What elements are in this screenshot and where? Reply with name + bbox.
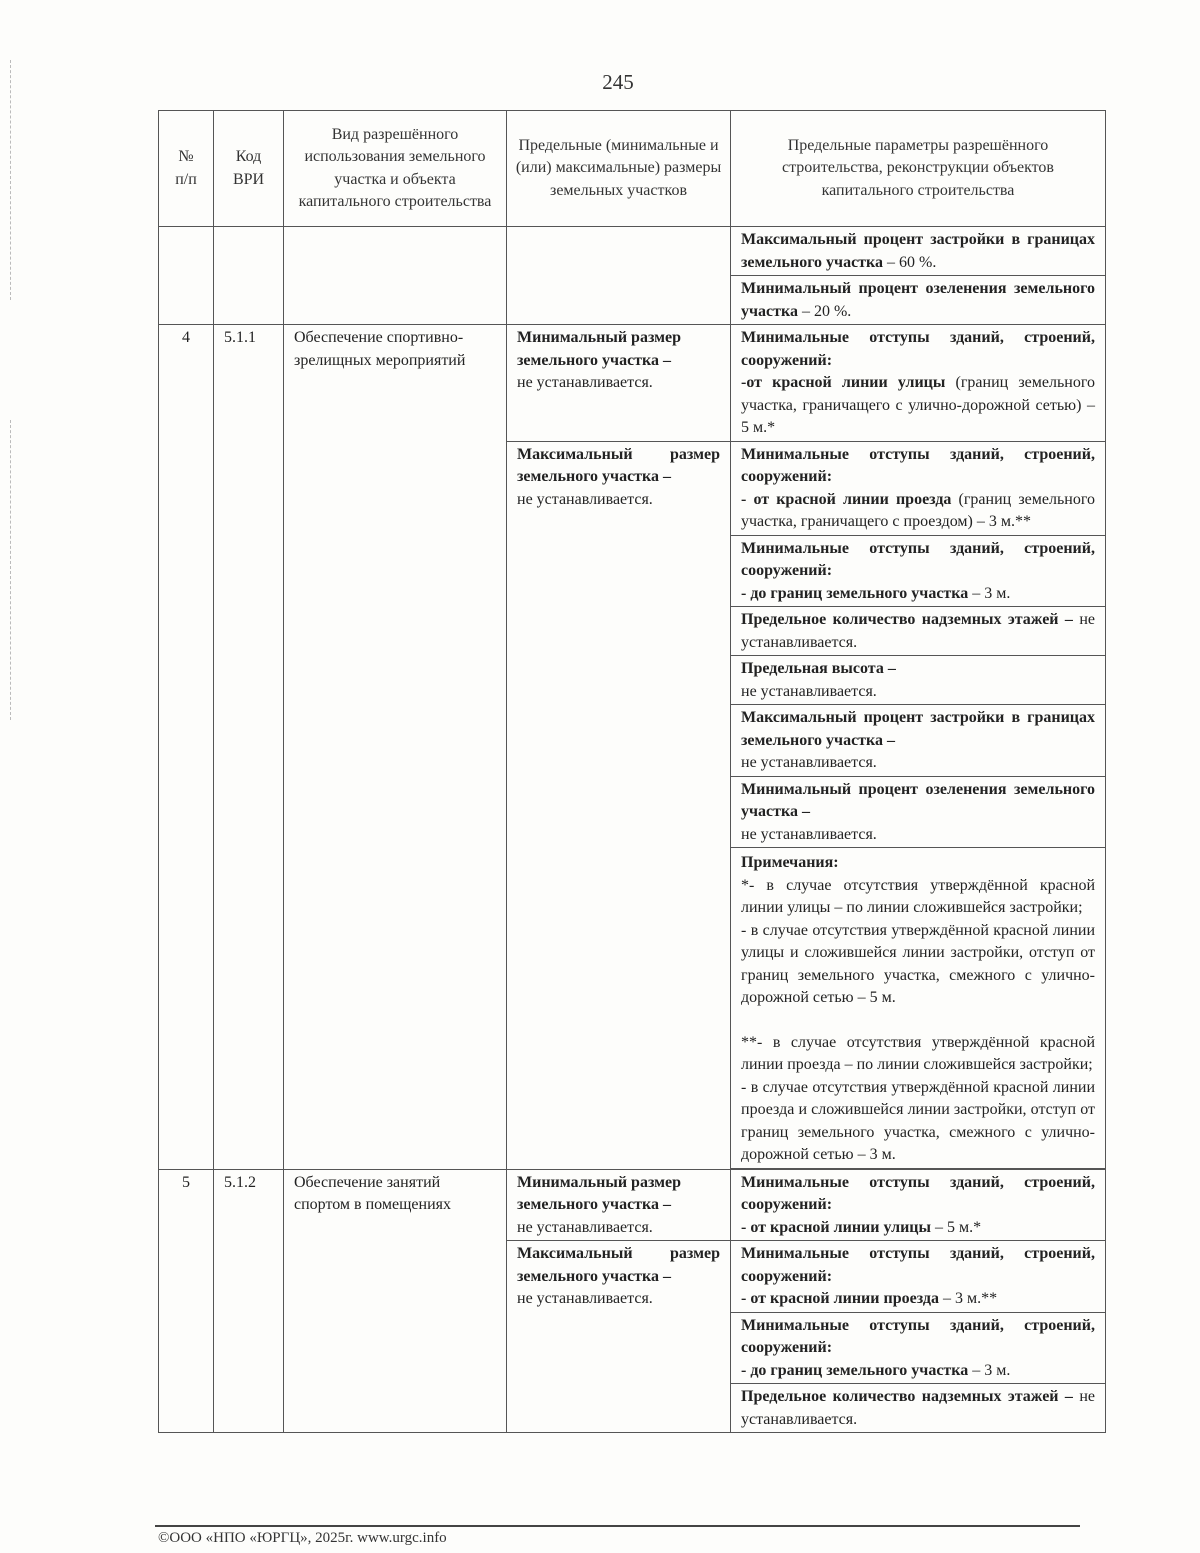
note-text: **- в случае отсутствия утверждённой красной линии проезда – по линии сложившейся застройки; [741,1033,1095,1073]
min-size-cell: Минимальный размер земельного участка – не устанавливается. [507,1169,731,1241]
notes-title: Примечания: [741,854,839,871]
header-build-params: Предельные параметры разрешённого строительства, реконструкции объектов капитального строительства [731,111,1106,227]
param-cell: Минимальный процент озеленения земельного участка – не устанавливается. [731,776,1106,848]
min-size-cell: Минимальный размер земельного участка – не устанавливается. [507,325,731,442]
scan-margin-mark [10,420,12,720]
param-cell: Предельная высота – не устанавливается. [731,656,1106,705]
table-row [159,227,1106,276]
page-number: 245 [602,70,634,94]
param-cell: Минимальные отступы зданий, строений, сооружений: - от красной линии проезда (границ земельного участка, граничащего с проездом) – 3 м.** [731,441,1106,535]
param-cell: Предельное количество надземных этажей – не устанавливается. [731,607,1106,656]
param-cell: Минимальный процент озеленения земельного участка – 20 %. [731,276,1106,325]
scan-margin-mark [10,60,12,300]
param-cell: Минимальные отступы зданий, строений, сооружений: -от красной линии улицы (границ земельного участка, граничащего с улично-дорожной сетью) – 5 м.* [731,325,1106,442]
param-cell: Минимальные отступы зданий, строений, сооружений: - до границ земельного участка – 3 м. [731,535,1106,607]
param-cell: Предельное количество надземных этажей – не устанавливается. [731,1384,1106,1433]
empty-cell [214,227,284,325]
row-number: 5 [159,1169,214,1433]
row-use-name: Обеспечение спортивно-зрелищных мероприятий [284,325,507,1170]
header-use-type: Вид разрешённого использования земельного участка и объекта капитального строительства [284,111,507,227]
header-code: Код ВРИ [214,111,284,227]
note-text: *- в случае отсутствия утверждённой красной линии улицы – по линии сложившейся застройки; [741,876,1095,916]
regulations-table [158,110,1106,1433]
footer-rule [155,1525,1080,1527]
row-code: 5.1.2 [214,1169,284,1433]
notes-cell [731,848,1106,1169]
row-number: 4 [159,325,214,1170]
table-header-row [159,111,1106,227]
empty-cell [159,227,214,325]
header-num: № п/п [159,111,214,227]
param-cell: Максимальный процент застройки в границах земельного участка – 60 %. [731,227,1106,276]
param-cell: Минимальные отступы зданий, строений, сооружений: - от красной линии проезда – 3 м.** [731,1241,1106,1313]
max-size-cell: Максимальный размер земельного участка – не устанавливается. [507,441,731,1169]
param-cell: Минимальные отступы зданий, строений, сооружений: - до границ земельного участка – 3 м. [731,1312,1106,1384]
max-size-cell: Максимальный размер земельного участка – не устанавливается. [507,1241,731,1433]
empty-cell [507,227,731,325]
table-row [159,325,1106,442]
row-use-name: Обеспечение занятий спортом в помещениях [284,1169,507,1433]
table-row [159,1169,1106,1241]
empty-cell [284,227,507,325]
param-cell: Минимальные отступы зданий, строений, сооружений: - от красной линии улицы – 5 м.* [731,1169,1106,1241]
note-text: - в случае отсутствия утверждённой красной линии улицы и сложившейся линии застройки, отступ от границ земельного участка, смежного с улично-дорожной сетью – 5 м. [741,921,1095,1006]
footer-copyright: ©ООО «НПО «ЮРГЦ», 2025г. www.urgc.info [158,1530,447,1546]
note-text: - в случае отсутствия утверждённой красной линии проезда и сложившейся линии застройки, отступ от границ земельного участка, смежного с улично-дорожной сетью – 3 м. [741,1078,1095,1163]
row-code: 5.1.1 [214,325,284,1170]
param-cell: Максимальный процент застройки в границах земельного участка – не устанавливается. [731,705,1106,777]
header-plot-sizes: Предельные (минимальные и (или) максимальные) размеры земельных участков [507,111,731,227]
